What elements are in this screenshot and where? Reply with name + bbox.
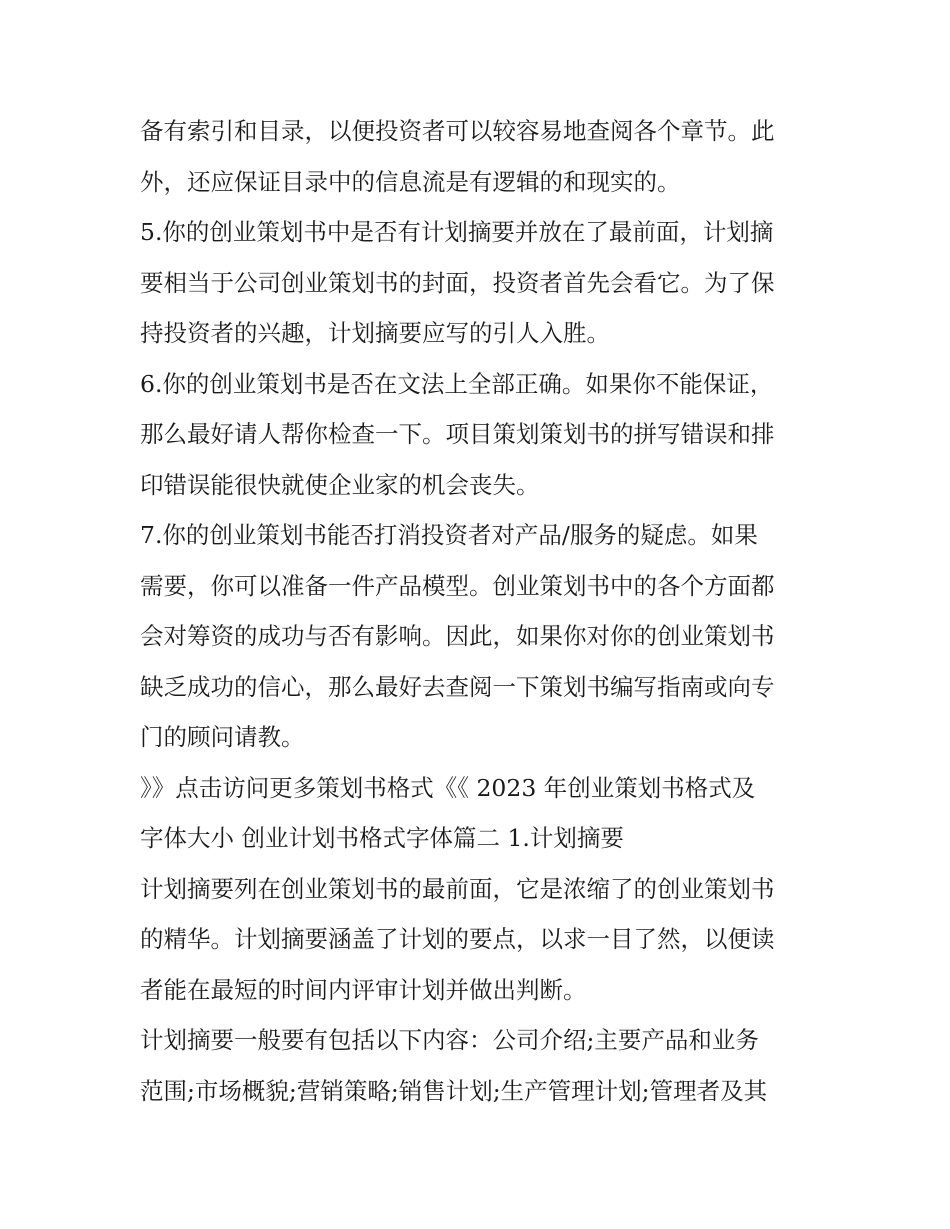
document-body xyxy=(140,106,810,1116)
text-line-8: 印错误能很快就使企业家的机会丧失。 xyxy=(140,470,540,499)
text-line-2: 外，还应保证目录中的信息流是有逻辑的和现实的。 xyxy=(140,167,681,196)
text-line-13: 门的顾问请教。 xyxy=(140,723,305,751)
text-line-20: 范围;市场概貌;营销策略;销售计划;生产管理计划;管理者及其 xyxy=(140,1076,768,1105)
text-line-11: 会对筹资的成功与否有影响。因此，如果你对你的创业策划书 xyxy=(140,622,775,650)
text-line-19: 计划摘要一般要有包括以下内容：公司介绍;主要产品和业务 xyxy=(140,1026,759,1054)
text-line-14: 》》点击访问更多策划书格式《《 2023 年创业策划书格式及 xyxy=(140,773,756,802)
text-line-5: 持投资者的兴趣，计划摘要应写的引人入胜。 xyxy=(140,319,610,347)
text-line-6: 6.你的创业策划书是否在文法上全部正确。如果你不能保证， xyxy=(140,369,774,398)
text-line-9: 7.你的创业策划书能否打消投资者对产品/服务的疑虑。如果 xyxy=(140,521,758,549)
text-line-10: 需要，你可以准备一件产品模型。创业策划书中的各个方面都 xyxy=(140,571,775,600)
text-line-15: 字体大小 创业计划书格式字体篇二 1.计划摘要 xyxy=(140,824,624,852)
text-line-12: 缺乏成功的信心，那么最好去查阅一下策划书编写指南或向专 xyxy=(140,672,775,701)
text-line-3: 5.你的创业策划书中是否有计划摘要并放在了最前面，计划摘 xyxy=(140,218,774,246)
text-line-4: 要相当于公司创业策划书的封面，投资者首先会看它。为了保 xyxy=(140,268,775,297)
text-line-16: 计划摘要列在创业策划书的最前面，它是浓缩了的创业策划书 xyxy=(140,874,775,903)
text-line-18: 者能在最短的时间内评审计划并做出判断。 xyxy=(140,975,587,1004)
text-line-7: 那么最好请人帮你检查一下。项目策划策划书的拼写错误和排 xyxy=(140,420,775,448)
text-line-17: 的精华。计划摘要涵盖了计划的要点，以求一目了然，以便读 xyxy=(140,925,775,953)
text-line-1: 备有索引和目录，以便投资者可以较容易地查阅各个章节。此 xyxy=(140,117,775,145)
